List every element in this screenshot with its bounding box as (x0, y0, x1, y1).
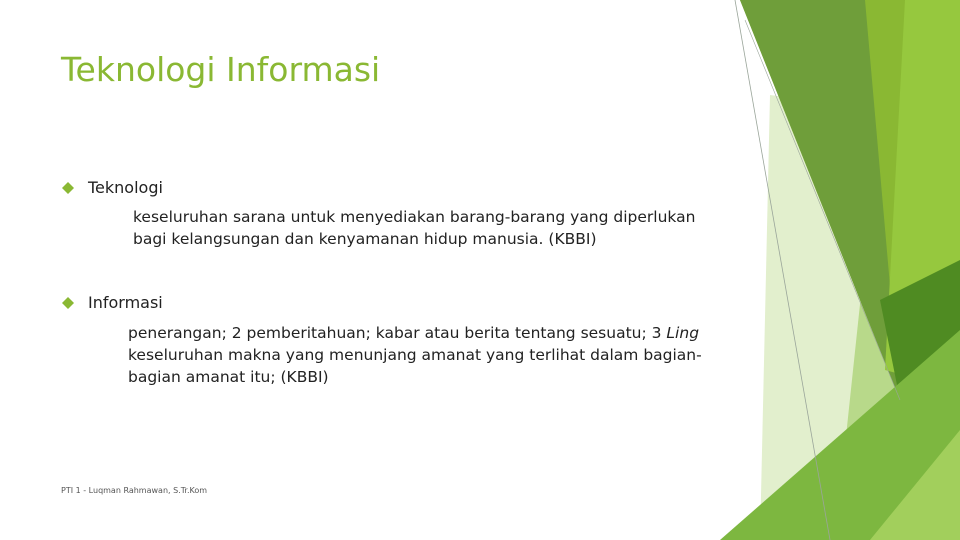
definition-line: keseluruhan sarana untuk menyediakan barang-barang yang diperlukan (133, 208, 696, 226)
definition-line: bagian amanat itu; (KBBI) (128, 368, 329, 386)
ling-abbreviation: Ling (666, 324, 700, 342)
term-informasi: Informasi (88, 293, 163, 312)
term-teknologi: Teknologi (88, 178, 163, 197)
bullet-teknologi (62, 178, 163, 197)
definition-line: keseluruhan makna yang menunjang amanat yang terlihat dalam bagian- (128, 346, 702, 364)
bullet-informasi (62, 293, 163, 312)
diamond-bullet-icon (62, 297, 74, 309)
diamond-bullet-icon (62, 182, 74, 194)
definition-informasi (128, 322, 702, 388)
definition-teknologi (133, 206, 695, 250)
definition-line: penerangan; 2 pemberitahuan; kabar atau berita tentang sesuatu; 3 Ling (128, 324, 700, 342)
definition-line: bagi kelangsungan dan kenyamanan hidup manusia. (KBBI) (133, 230, 597, 248)
footer-text: PTI 1 - Luqman Rahmawan, S.Tr.Kom (61, 486, 208, 495)
slide-title: Teknologi Informasi (61, 50, 381, 89)
